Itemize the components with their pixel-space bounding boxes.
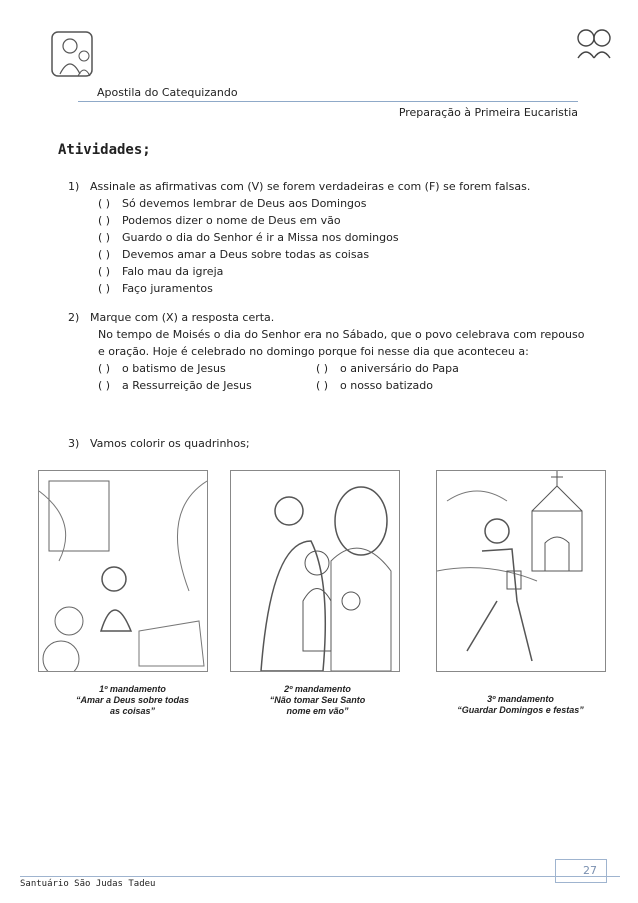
list-item: ( ) Guardo o dia do Senhor é ir a Missa nos domingos [98,231,399,244]
question-2-prompt: Marque com (X) a resposta certa. [90,311,275,324]
question-1 [68,180,530,193]
child-church-icon [437,471,605,671]
answer-box[interactable]: ( ) [98,214,111,227]
list-item: ( ) Devemos amar a Deus sobre todas as coisas [98,248,370,261]
catechist-logo-icon [46,24,106,84]
mother-child-icon [231,471,399,671]
caption-commandment-2: 2º mandamento “Não tomar Seu Santo nome em vão” [269,684,366,716]
page-number: 27 [583,864,597,877]
caption-commandment-3: 3º mandamento “Guardar Domingos e festas” [457,694,584,715]
answer-box[interactable]: ( ) [98,231,111,244]
answer-box[interactable]: ( ) [316,379,329,392]
answer-box[interactable]: ( ) [98,197,111,210]
footer-text: Santuário São Judas Tadeu [20,879,156,889]
header-divider [78,101,578,102]
option-item: ( ) o nosso batizado [316,379,433,392]
question-number: 1) [68,180,80,193]
answer-box[interactable]: ( ) [98,362,111,375]
question-2-text: e oração. Hoje é celebrado no domingo porque foi nesse dia que aconteceu a: [98,345,529,358]
list-item: ( ) Falo mau da igreja [98,265,224,278]
question-2 [68,311,274,324]
question-3 [68,437,250,450]
answer-box[interactable]: ( ) [98,379,111,392]
answer-box[interactable]: ( ) [98,282,111,295]
list-item: ( ) Faço juramentos [98,282,213,295]
answer-box[interactable]: ( ) [316,362,329,375]
footer-divider [20,876,620,877]
praying-child-icon [39,471,207,671]
option-item: ( ) a Ressurreição de Jesus [98,379,252,392]
document-subtitle: Preparação à Primeira Eucaristia [398,106,578,119]
coloring-picture-child-church [436,470,606,672]
list-item: ( ) Só devemos lembrar de Deus aos Domingos [98,197,367,210]
option-item: ( ) o batismo de Jesus [98,362,226,375]
question-1-prompt: Assinale as afirmativas com (V) se forem verdadeiras e com (F) se forem falsas. [90,180,531,193]
coloring-picture-mother-child [230,470,400,672]
list-item: ( ) Podemos dizer o nome de Deus em vão [98,214,341,227]
activities-heading: Atividades; [58,142,151,158]
option-item: ( ) o aniversário do Papa [316,362,459,375]
caption-commandment-1: 1º mandamento “Amar a Deus sobre todas as coisas” [75,684,190,716]
question-2-text: No tempo de Moisés o dia do Senhor era no Sábado, que o povo celebrava com repouso [98,328,585,341]
answer-box[interactable]: ( ) [98,265,111,278]
answer-box[interactable]: ( ) [98,248,111,261]
coloring-picture-praying-child [38,470,208,672]
document-title: Apostila do Catequizando [97,86,238,99]
question-number: 2) [68,311,80,324]
children-logo-icon [574,24,616,62]
question-3-prompt: Vamos colorir os quadrinhos; [90,437,250,450]
question-number: 3) [68,437,80,450]
